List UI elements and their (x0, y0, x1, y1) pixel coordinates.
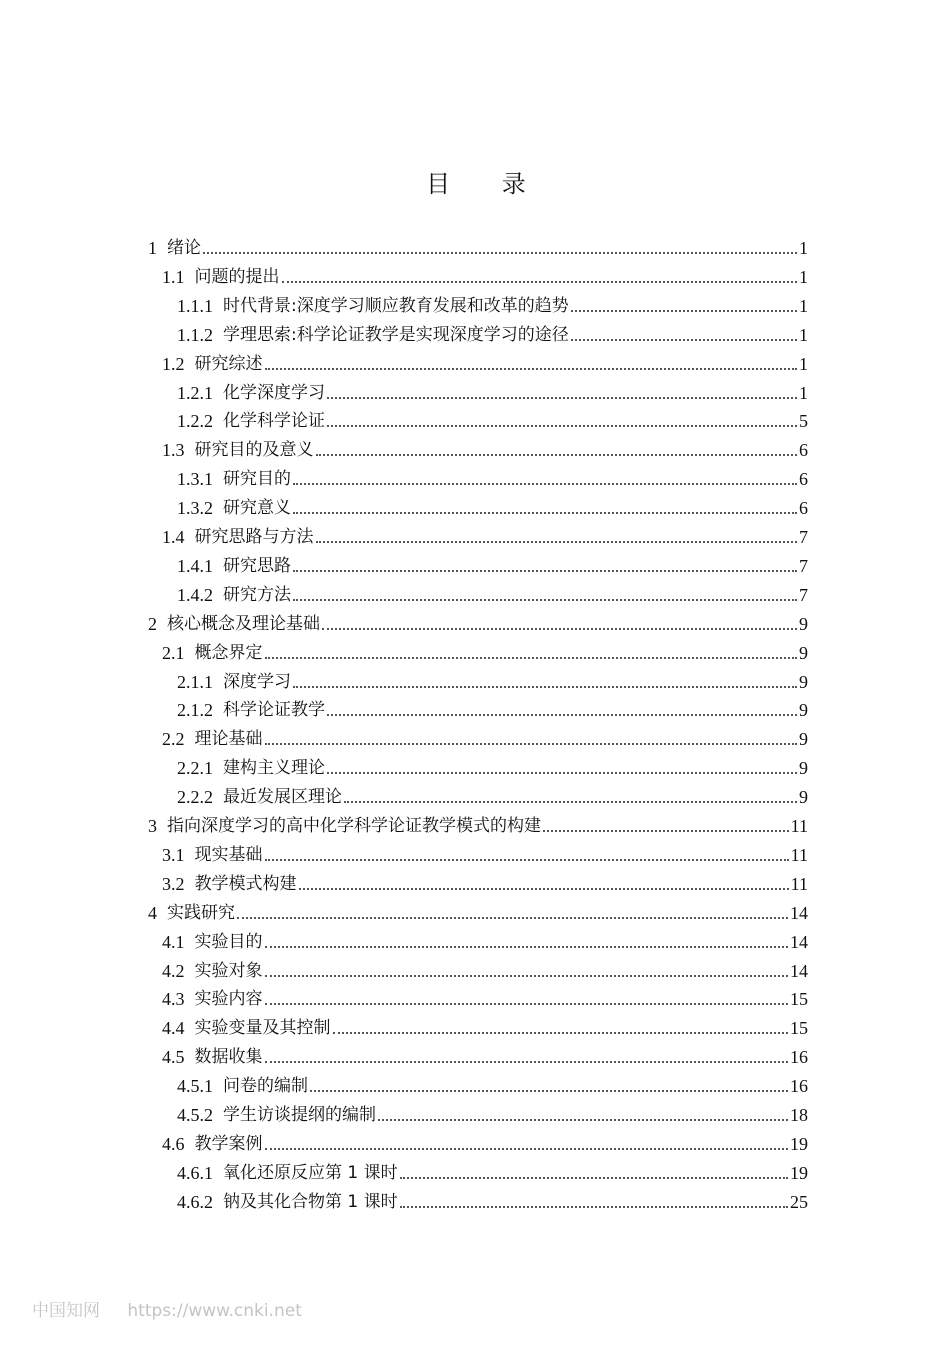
toc-dot-leader (543, 830, 789, 832)
toc-entry-number: 1.4.2 (177, 584, 213, 605)
toc-entry-number: 4.5 (162, 1047, 185, 1068)
toc-entry-number: 2.1.1 (177, 671, 213, 692)
toc-entry-title: 学理思索:科学论证教学是实现深度学习的途径 (223, 324, 569, 345)
toc-entry[interactable] (177, 695, 808, 721)
toc-entry-title: 研究思路 (223, 555, 291, 576)
toc-entry-title: 研究意义 (223, 498, 291, 519)
toc-entry-number: 2 (148, 613, 157, 634)
toc-dot-leader (322, 628, 797, 630)
toc-dot-leader (293, 512, 797, 514)
toc-dot-leader (327, 425, 797, 427)
toc-entry-page: 14 (790, 931, 808, 952)
toc-entry[interactable] (177, 291, 808, 317)
toc-entry-page: 15 (790, 1018, 808, 1039)
toc-entry-page: 11 (790, 873, 808, 894)
toc-entry[interactable] (162, 435, 808, 461)
watermark-site-name: 中国知网 (32, 1301, 100, 1321)
toc-entry[interactable] (162, 262, 808, 288)
toc-entry-title: 概念界定 (194, 642, 263, 663)
toc-entry[interactable] (162, 927, 808, 953)
toc-entry-page: 7 (799, 584, 808, 605)
toc-entry[interactable] (177, 320, 808, 346)
toc-entry-page: 11 (790, 816, 808, 836)
toc-entry-page: 5 (799, 411, 808, 432)
toc-dot-leader (299, 888, 789, 890)
toc-entry-number: 4 (148, 902, 157, 923)
toc-dot-leader (237, 917, 788, 919)
toc-entry-title: 研究思路与方法 (194, 527, 314, 547)
toc-dot-leader (282, 281, 798, 283)
toc-entry-number: 3.2 (162, 873, 185, 894)
toc-dot-leader (316, 454, 798, 456)
toc-entry-title: 化学科学论证 (223, 411, 325, 432)
toc-entry-title: 核心概念及理论基础 (167, 613, 320, 634)
toc-entry[interactable] (148, 898, 808, 924)
toc-entry-title: 实验对象 (194, 960, 263, 981)
toc-entry-title: 指向深度学习的高中化学科学论证教学模式的构建 (167, 816, 541, 836)
toc-entry-page: 1 (799, 266, 808, 287)
toc-entry-page: 6 (799, 440, 808, 461)
toc-entry-number: 1.4 (162, 527, 185, 547)
toc-dot-leader (293, 686, 797, 688)
toc-dot-leader (316, 541, 798, 543)
toc-entry-title: 问卷的编制 (223, 1076, 308, 1097)
toc-entry-page: 1 (799, 324, 808, 345)
toc-entry-page: 19 (790, 1162, 808, 1183)
toc-entry[interactable] (177, 782, 808, 808)
toc-entry[interactable] (162, 1013, 808, 1039)
toc-entry[interactable] (148, 811, 808, 837)
toc-entry-number: 1.1.1 (177, 295, 213, 316)
toc-dot-leader (310, 1090, 788, 1092)
toc-dot-leader (293, 599, 797, 601)
toc-entry-title: 最近发展区理论 (223, 787, 342, 808)
toc-entry-page: 16 (790, 1076, 808, 1097)
watermark-url: https://www.cnki.net (127, 1301, 302, 1321)
page-title: 目 录 (426, 170, 548, 198)
toc-entry[interactable] (162, 638, 808, 664)
toc-entry[interactable] (177, 1187, 808, 1213)
toc-entry-title: 科学论证教学 (223, 700, 325, 721)
toc-entry-page: 15 (790, 989, 808, 1010)
toc-dot-leader (265, 368, 798, 370)
toc-entry-number: 4.6.2 (177, 1191, 213, 1212)
toc-entry-number: 1.4.1 (177, 555, 213, 576)
toc-dot-leader (293, 483, 797, 485)
toc-dot-leader (293, 570, 797, 572)
toc-entry[interactable] (162, 840, 808, 866)
toc-entry[interactable] (177, 493, 808, 519)
toc-entry-title: 研究方法 (223, 584, 291, 605)
toc-entry[interactable] (177, 551, 808, 577)
toc-entry-number: 1.3.2 (177, 498, 213, 519)
toc-dot-leader (378, 1119, 788, 1121)
toc-entry-number: 3 (148, 816, 157, 836)
toc-entry-number: 1.3.1 (177, 469, 213, 490)
toc-entry-number: 1.2.1 (177, 382, 213, 403)
toc-entry[interactable] (177, 667, 808, 693)
toc-entry[interactable] (177, 378, 808, 404)
toc-entry[interactable] (177, 580, 808, 606)
toc-entry-title: 氧化还原反应第 1 课时 (223, 1162, 398, 1183)
toc-entry-number: 2.1 (162, 642, 185, 663)
toc-entry-number: 2.2 (162, 729, 185, 750)
toc-entry-title: 研究目的及意义 (194, 440, 314, 461)
toc-entry-page: 1 (799, 238, 808, 258)
toc-entry[interactable] (148, 233, 808, 259)
toc-entry-title: 实验变量及其控制 (194, 1018, 331, 1039)
toc-dot-leader (265, 1148, 789, 1150)
toc-entry-number: 1.1 (162, 266, 185, 287)
toc-entry-number: 4.2 (162, 960, 185, 981)
cnki-watermark (32, 1296, 302, 1321)
toc-entry-page: 7 (799, 527, 808, 547)
toc-entry-number: 4.5.2 (177, 1105, 213, 1125)
toc-entry-title: 学生访谈提纲的编制 (223, 1105, 376, 1125)
toc-entry[interactable] (162, 724, 808, 750)
toc-entry-page: 6 (799, 498, 808, 519)
toc-entry[interactable] (177, 406, 808, 432)
toc-entry[interactable] (162, 1129, 808, 1155)
toc-dot-leader (327, 714, 797, 716)
toc-entry-title: 钠及其化合物第 1 课时 (223, 1191, 398, 1212)
toc-entry[interactable] (177, 1100, 808, 1126)
toc-dot-leader (344, 801, 797, 803)
toc-entry-title: 建构主义理论 (223, 758, 325, 779)
toc-entry-number: 1.2.2 (177, 411, 213, 432)
toc-dot-leader (327, 397, 797, 399)
toc-entry-title: 实践研究 (167, 902, 235, 923)
toc-dot-leader (265, 743, 798, 745)
toc-dot-leader (327, 772, 797, 774)
toc-entry[interactable] (148, 609, 808, 635)
toc-dot-leader (265, 657, 798, 659)
toc-entry-title: 实验内容 (194, 989, 263, 1010)
toc-dot-leader (400, 1177, 788, 1179)
toc-entry-number: 1.1.2 (177, 324, 213, 345)
toc-entry[interactable] (162, 984, 808, 1010)
toc-entry-page: 18 (790, 1105, 808, 1125)
toc-entry-number: 3.1 (162, 844, 185, 865)
toc-entry[interactable] (177, 1158, 808, 1184)
toc-entry-title: 时代背景:深度学习顺应教育发展和改革的趋势 (223, 295, 569, 316)
toc-entry-number: 2.2.2 (177, 787, 213, 808)
toc-entry-number: 1.3 (162, 440, 185, 461)
toc-dot-leader (265, 1061, 789, 1063)
toc-entry-page: 9 (799, 700, 808, 721)
toc-entry-title: 深度学习 (223, 671, 291, 692)
toc-entry-page: 9 (799, 642, 808, 663)
toc-entry[interactable] (177, 1071, 808, 1097)
toc-entry-page: 9 (799, 613, 808, 634)
toc-entry-page: 7 (799, 555, 808, 576)
toc-entry-page: 1 (799, 295, 808, 316)
toc-entry-title: 教学模式构建 (194, 873, 297, 894)
toc-entry-page: 14 (790, 960, 808, 981)
toc-entry-title: 问题的提出 (194, 266, 280, 287)
toc-entry-page: 16 (790, 1047, 808, 1068)
toc-entry-title: 化学深度学习 (223, 382, 325, 403)
toc-dot-leader (265, 975, 789, 977)
toc-entry-title: 数据收集 (194, 1047, 263, 1068)
toc-entry-title: 现实基础 (194, 844, 263, 865)
toc-dot-leader (265, 946, 789, 948)
toc-entry-number: 2.1.2 (177, 700, 213, 721)
toc-entry[interactable] (162, 956, 808, 982)
toc-entry-page: 9 (799, 671, 808, 692)
toc-entry-number: 4.5.1 (177, 1076, 213, 1097)
toc-entry[interactable] (177, 464, 808, 490)
toc-entry-number: 4.3 (162, 989, 185, 1010)
toc-entry-page: 25 (790, 1191, 808, 1212)
toc-dot-leader (333, 1032, 789, 1034)
toc-entry[interactable] (162, 522, 808, 548)
toc-entry-number: 2.2.1 (177, 758, 213, 779)
toc-entry-page: 1 (799, 353, 808, 374)
toc-entry-page: 9 (799, 729, 808, 750)
toc-entry-number: 1.2 (162, 353, 185, 374)
toc-dot-leader (265, 859, 789, 861)
toc-entry-title: 研究目的 (223, 469, 291, 490)
toc-entry-number: 4.4 (162, 1018, 185, 1039)
toc-dot-leader (571, 310, 797, 312)
toc-dot-leader (203, 252, 797, 254)
toc-entry-page: 1 (799, 382, 808, 403)
toc-entry-number: 4.6 (162, 1133, 185, 1154)
toc-entry-number: 1 (148, 238, 157, 258)
toc-entry-page: 9 (799, 758, 808, 779)
toc-entry[interactable] (162, 349, 808, 375)
toc-entry-page: 6 (799, 469, 808, 490)
toc-entry-page: 11 (790, 844, 808, 865)
toc-dot-leader (400, 1206, 788, 1208)
toc-dot-leader (571, 339, 797, 341)
toc-entry[interactable] (177, 753, 808, 779)
toc-entry-title: 教学案例 (194, 1133, 263, 1154)
toc-entry-page: 19 (790, 1133, 808, 1154)
toc-entry-title: 研究综述 (194, 353, 263, 374)
toc-entry-number: 4.6.1 (177, 1162, 213, 1183)
toc-entry-title: 理论基础 (194, 729, 263, 750)
toc-entry-number: 4.1 (162, 931, 185, 952)
toc-entry[interactable] (162, 869, 808, 895)
toc-dot-leader (265, 1003, 789, 1005)
toc-entry[interactable] (162, 1042, 808, 1068)
toc-entry-page: 14 (790, 902, 808, 923)
toc-entry-title: 实验目的 (194, 931, 263, 952)
toc-entry-page: 9 (799, 787, 808, 808)
toc-entry-title: 绪论 (167, 238, 201, 258)
